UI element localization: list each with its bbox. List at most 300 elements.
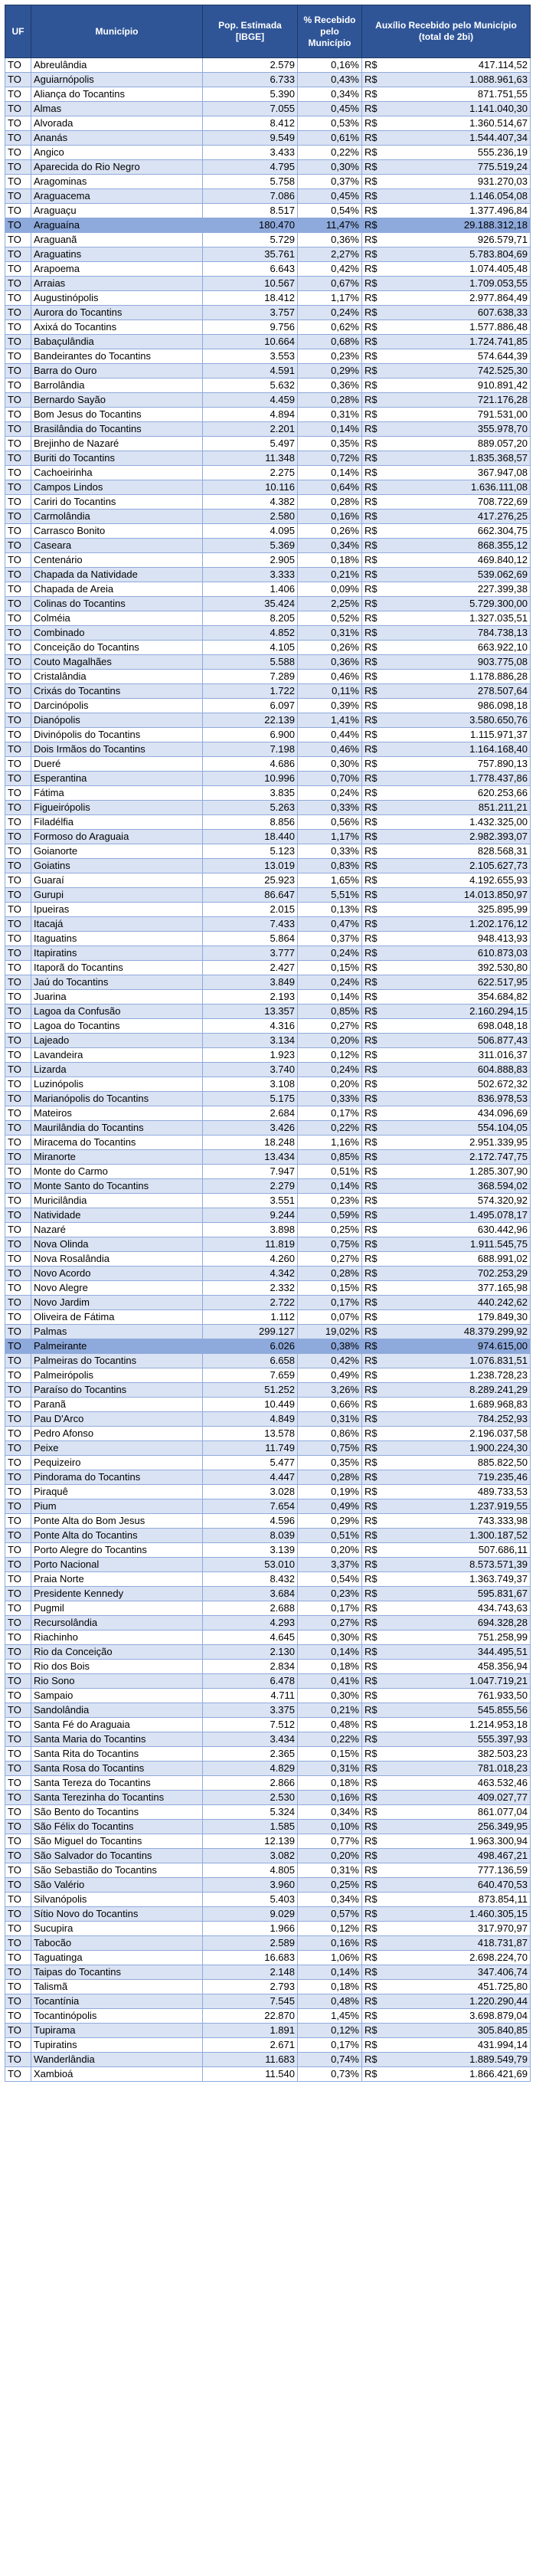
cell-uf: TO (5, 626, 31, 641)
cell-percent: 0,18% (298, 1660, 362, 1674)
cell-amount: 256.349,95 (387, 1820, 531, 1834)
table-row (5, 1456, 531, 1470)
cell-percent: 0,14% (298, 1179, 362, 1194)
cell-amount: 368.594,02 (387, 1179, 531, 1194)
cell-uf: TO (5, 218, 31, 233)
table-row (5, 1179, 531, 1194)
table-row (5, 1499, 531, 1514)
cell-currency: R$ (362, 1572, 387, 1587)
cell-population: 3.139 (203, 1543, 298, 1558)
header-municipio: Município (31, 5, 203, 58)
cell-municipio: Crixás do Tocantins (31, 684, 203, 699)
cell-population: 4.105 (203, 641, 298, 655)
table-row (5, 1019, 531, 1034)
cell-population: 4.342 (203, 1267, 298, 1281)
table-row (5, 1849, 531, 1863)
cell-currency: R$ (362, 1136, 387, 1150)
cell-amount: 367.947,08 (387, 466, 531, 480)
cell-currency: R$ (362, 1412, 387, 1427)
cell-uf: TO (5, 87, 31, 102)
cell-uf: TO (5, 1630, 31, 1645)
cell-uf: TO (5, 582, 31, 597)
cell-municipio: Pequizeiro (31, 1456, 203, 1470)
cell-municipio: Itaporã do Tocantins (31, 961, 203, 975)
cell-percent: 0,51% (298, 1529, 362, 1543)
cell-municipio: Monte Santo do Tocantins (31, 1179, 203, 1194)
cell-amount: 607.638,33 (387, 306, 531, 320)
cell-municipio: Recursolândia (31, 1616, 203, 1630)
cell-uf: TO (5, 1281, 31, 1296)
table-row (5, 393, 531, 408)
cell-amount: 3.698.879,04 (387, 2009, 531, 2024)
cell-amount: 1.432.325,00 (387, 815, 531, 830)
cell-population: 6.097 (203, 699, 298, 713)
table-row (5, 1630, 531, 1645)
cell-currency: R$ (362, 1427, 387, 1441)
cell-amount: 610.873,03 (387, 946, 531, 961)
cell-uf: TO (5, 961, 31, 975)
cell-population: 7.947 (203, 1165, 298, 1179)
cell-percent: 0,53% (298, 116, 362, 131)
cell-municipio: Wanderlândia (31, 2053, 203, 2067)
cell-population: 7.545 (203, 1994, 298, 2009)
cell-amount: 498.467,21 (387, 1849, 531, 1863)
cell-percent: 0,35% (298, 437, 362, 451)
cell-municipio: Figueirópolis (31, 801, 203, 815)
cell-population: 3.333 (203, 568, 298, 582)
cell-percent: 0,39% (298, 699, 362, 713)
table-row (5, 859, 531, 873)
cell-amount: 595.831,67 (387, 1587, 531, 1601)
cell-uf: TO (5, 1572, 31, 1587)
cell-currency: R$ (362, 1645, 387, 1660)
cell-uf: TO (5, 349, 31, 364)
cell-percent: 0,64% (298, 480, 362, 495)
cell-municipio: Porto Alegre do Tocantins (31, 1543, 203, 1558)
cell-currency: R$ (362, 175, 387, 189)
cell-uf: TO (5, 1267, 31, 1281)
cell-currency: R$ (362, 742, 387, 757)
cell-population: 3.433 (203, 146, 298, 160)
cell-uf: TO (5, 451, 31, 466)
cell-population: 3.960 (203, 1878, 298, 1893)
cell-currency: R$ (362, 510, 387, 524)
cell-percent: 0,22% (298, 146, 362, 160)
cell-percent: 0,15% (298, 1281, 362, 1296)
cell-amount: 620.253,66 (387, 786, 531, 801)
table-row (5, 1878, 531, 1893)
cell-percent: 0,14% (298, 990, 362, 1005)
cell-currency: R$ (362, 2067, 387, 2082)
cell-uf: TO (5, 786, 31, 801)
header-population: Pop. Estimada [IBGE] (203, 5, 298, 58)
cell-uf: TO (5, 1034, 31, 1048)
cell-percent: 0,27% (298, 1252, 362, 1267)
cell-percent: 0,29% (298, 1514, 362, 1529)
cell-uf: TO (5, 233, 31, 247)
cell-municipio: Ponte Alta do Tocantins (31, 1529, 203, 1543)
cell-uf: TO (5, 1412, 31, 1427)
table-row (5, 1339, 531, 1354)
table-row (5, 932, 531, 946)
cell-amount: 688.991,02 (387, 1252, 531, 1267)
cell-percent: 0,15% (298, 961, 362, 975)
cell-municipio: Nova Olinda (31, 1237, 203, 1252)
cell-amount: 317.970,97 (387, 1922, 531, 1936)
cell-municipio: Lavandeira (31, 1048, 203, 1063)
cell-amount: 392.530,80 (387, 961, 531, 975)
cell-currency: R$ (362, 306, 387, 320)
cell-currency: R$ (362, 349, 387, 364)
cell-percent: 0,49% (298, 1368, 362, 1383)
cell-population: 1.722 (203, 684, 298, 699)
table-row (5, 437, 531, 451)
cell-currency: R$ (362, 961, 387, 975)
cell-municipio: Sucupira (31, 1922, 203, 1936)
cell-currency: R$ (362, 408, 387, 422)
cell-municipio: Presidente Kennedy (31, 1587, 203, 1601)
cell-percent: 0,21% (298, 1703, 362, 1718)
cell-amount: 1.178.886,28 (387, 670, 531, 684)
cell-population: 13.357 (203, 1005, 298, 1019)
cell-municipio: Mateiros (31, 1106, 203, 1121)
cell-currency: R$ (362, 1325, 387, 1339)
cell-percent: 0,24% (298, 946, 362, 961)
cell-currency: R$ (362, 1849, 387, 1863)
cell-municipio: Santa Maria do Tocantins (31, 1732, 203, 1747)
cell-amount: 431.994,14 (387, 2038, 531, 2053)
cell-municipio: Santa Rosa do Tocantins (31, 1762, 203, 1776)
table-row (5, 830, 531, 844)
cell-currency: R$ (362, 422, 387, 437)
cell-amount: 311.016,37 (387, 1048, 531, 1063)
table-row (5, 1077, 531, 1092)
cell-uf: TO (5, 1237, 31, 1252)
cell-percent: 0,46% (298, 742, 362, 757)
cell-uf: TO (5, 1339, 31, 1354)
cell-municipio: Aurora do Tocantins (31, 306, 203, 320)
cell-percent: 3,37% (298, 1558, 362, 1572)
cell-percent: 0,59% (298, 1208, 362, 1223)
cell-percent: 0,26% (298, 641, 362, 655)
cell-amount: 1.285.307,90 (387, 1165, 531, 1179)
cell-amount: 851.211,21 (387, 801, 531, 815)
table-row (5, 1660, 531, 1674)
cell-population: 7.433 (203, 917, 298, 932)
cell-uf: TO (5, 1077, 31, 1092)
cell-currency: R$ (362, 1718, 387, 1732)
cell-population: 2.530 (203, 1791, 298, 1805)
cell-currency: R$ (362, 830, 387, 844)
table-row (5, 189, 531, 204)
cell-percent: 19,02% (298, 1325, 362, 1339)
cell-uf: TO (5, 1150, 31, 1165)
table-row (5, 815, 531, 830)
cell-amount: 873.854,11 (387, 1893, 531, 1907)
cell-population: 8.039 (203, 1529, 298, 1543)
table-row (5, 626, 531, 641)
cell-amount: 662.304,75 (387, 524, 531, 539)
cell-municipio: Rio da Conceição (31, 1645, 203, 1660)
cell-currency: R$ (362, 568, 387, 582)
cell-municipio: Lagoa da Confusão (31, 1005, 203, 1019)
cell-municipio: Colméia (31, 611, 203, 626)
cell-uf: TO (5, 393, 31, 408)
cell-uf: TO (5, 1165, 31, 1179)
cell-uf: TO (5, 1776, 31, 1791)
cell-amount: 1.636.111,08 (387, 480, 531, 495)
cell-amount: 861.077,04 (387, 1805, 531, 1820)
cell-uf: TO (5, 1470, 31, 1485)
cell-population: 6.643 (203, 262, 298, 277)
cell-uf: TO (5, 379, 31, 393)
cell-percent: 0,16% (298, 510, 362, 524)
cell-municipio: Divinópolis do Tocantins (31, 728, 203, 742)
cell-population: 4.795 (203, 160, 298, 175)
cell-municipio: Santa Tereza do Tocantins (31, 1776, 203, 1791)
cell-municipio: Araguacema (31, 189, 203, 204)
cell-amount: 417.276,25 (387, 510, 531, 524)
cell-currency: R$ (362, 1252, 387, 1267)
cell-amount: 1.214.953,18 (387, 1718, 531, 1732)
cell-amount: 554.104,05 (387, 1121, 531, 1136)
cell-municipio: Buriti do Tocantins (31, 451, 203, 466)
cell-uf: TO (5, 772, 31, 786)
cell-currency: R$ (362, 1820, 387, 1834)
table-row (5, 1063, 531, 1077)
table-row (5, 379, 531, 393)
cell-municipio: Dianópolis (31, 713, 203, 728)
cell-currency: R$ (362, 1893, 387, 1907)
cell-uf: TO (5, 568, 31, 582)
cell-percent: 0,16% (298, 1936, 362, 1951)
cell-population: 2.015 (203, 903, 298, 917)
cell-amount: 1.889.549,79 (387, 2053, 531, 2067)
cell-municipio: Bernardo Sayão (31, 393, 203, 408)
cell-percent: 0,42% (298, 262, 362, 277)
cell-uf: TO (5, 990, 31, 1005)
cell-population: 2.201 (203, 422, 298, 437)
cell-population: 4.260 (203, 1252, 298, 1267)
cell-population: 1.966 (203, 1922, 298, 1936)
cell-currency: R$ (362, 495, 387, 510)
table-row (5, 2038, 531, 2053)
cell-amount: 721.176,28 (387, 393, 531, 408)
table-row (5, 1834, 531, 1849)
cell-municipio: Tocantinópolis (31, 2009, 203, 2024)
cell-municipio: Sítio Novo do Tocantins (31, 1907, 203, 1922)
cell-uf: TO (5, 422, 31, 437)
cell-population: 4.849 (203, 1412, 298, 1427)
cell-amount: 418.731,87 (387, 1936, 531, 1951)
cell-uf: TO (5, 641, 31, 655)
cell-percent: 11,47% (298, 218, 362, 233)
cell-amount: 1.047.719,21 (387, 1674, 531, 1689)
cell-uf: TO (5, 1310, 31, 1325)
table-row (5, 975, 531, 990)
table-row (5, 233, 531, 247)
table-row (5, 1572, 531, 1587)
cell-amount: 489.733,53 (387, 1485, 531, 1499)
cell-amount: 1.377.496,84 (387, 204, 531, 218)
cell-population: 6.478 (203, 1674, 298, 1689)
table-row (5, 684, 531, 699)
cell-population: 2.365 (203, 1747, 298, 1762)
cell-uf: TO (5, 510, 31, 524)
cell-amount: 784.738,13 (387, 626, 531, 641)
cell-population: 2.905 (203, 553, 298, 568)
cell-uf: TO (5, 495, 31, 510)
table-row (5, 568, 531, 582)
cell-uf: TO (5, 1398, 31, 1412)
table-row (5, 1121, 531, 1136)
cell-amount: 974.615,00 (387, 1339, 531, 1354)
cell-amount: 2.977.864,49 (387, 291, 531, 306)
cell-municipio: Carmolândia (31, 510, 203, 524)
cell-percent: 1,16% (298, 1136, 362, 1150)
cell-population: 10.449 (203, 1398, 298, 1412)
table-row (5, 873, 531, 888)
cell-currency: R$ (362, 2038, 387, 2053)
cell-uf: TO (5, 946, 31, 961)
table-row (5, 1034, 531, 1048)
cell-percent: 0,20% (298, 1849, 362, 1863)
cell-uf: TO (5, 1354, 31, 1368)
cell-municipio: Abreulândia (31, 58, 203, 73)
cell-amount: 784.252,93 (387, 1412, 531, 1427)
cell-uf: TO (5, 1849, 31, 1863)
table-row (5, 160, 531, 175)
cell-currency: R$ (362, 379, 387, 393)
cell-currency: R$ (362, 1034, 387, 1048)
cell-percent: 1,17% (298, 830, 362, 844)
table-row (5, 175, 531, 189)
cell-uf: TO (5, 713, 31, 728)
cell-currency: R$ (362, 1543, 387, 1558)
cell-percent: 0,23% (298, 1587, 362, 1601)
table-row (5, 451, 531, 466)
cell-municipio: Palmas (31, 1325, 203, 1339)
cell-currency: R$ (362, 1630, 387, 1645)
cell-uf: TO (5, 1208, 31, 1223)
cell-amount: 469.840,12 (387, 553, 531, 568)
table-row (5, 1980, 531, 1994)
cell-population: 5.175 (203, 1092, 298, 1106)
cell-uf: TO (5, 844, 31, 859)
cell-percent: 0,35% (298, 1456, 362, 1470)
cell-uf: TO (5, 1456, 31, 1470)
cell-percent: 0,34% (298, 1893, 362, 1907)
cell-currency: R$ (362, 932, 387, 946)
table-row (5, 990, 531, 1005)
cell-municipio: Monte do Carmo (31, 1165, 203, 1179)
cell-amount: 1.577.886,48 (387, 320, 531, 335)
cell-population: 10.567 (203, 277, 298, 291)
cell-currency: R$ (362, 641, 387, 655)
cell-municipio: Filadélfia (31, 815, 203, 830)
table-row (5, 320, 531, 335)
cell-percent: 0,36% (298, 655, 362, 670)
cell-municipio: Formoso do Araguaia (31, 830, 203, 844)
cell-percent: 0,42% (298, 1354, 362, 1368)
cell-amount: 1.963.300,94 (387, 1834, 531, 1849)
cell-uf: TO (5, 1296, 31, 1310)
table-row (5, 1427, 531, 1441)
cell-municipio: Jaú do Tocantins (31, 975, 203, 990)
cell-percent: 0,51% (298, 1165, 362, 1179)
cell-population: 13.019 (203, 859, 298, 873)
cell-percent: 0,27% (298, 1019, 362, 1034)
cell-uf: TO (5, 1179, 31, 1194)
table-row (5, 1893, 531, 1907)
cell-municipio: Taguatinga (31, 1951, 203, 1965)
cell-municipio: Tabocão (31, 1936, 203, 1951)
table-row (5, 218, 531, 233)
cell-population: 8.412 (203, 116, 298, 131)
cell-municipio: Guaraí (31, 873, 203, 888)
cell-population: 180.470 (203, 218, 298, 233)
cell-currency: R$ (362, 1994, 387, 2009)
cell-percent: 0,26% (298, 524, 362, 539)
cell-population: 4.459 (203, 393, 298, 408)
cell-currency: R$ (362, 335, 387, 349)
cell-population: 10.664 (203, 335, 298, 349)
cell-currency: R$ (362, 1237, 387, 1252)
cell-percent: 0,17% (298, 2038, 362, 2053)
cell-population: 4.852 (203, 626, 298, 641)
cell-population: 7.198 (203, 742, 298, 757)
cell-amount: 828.568,31 (387, 844, 531, 859)
cell-municipio: Barra do Ouro (31, 364, 203, 379)
cell-uf: TO (5, 291, 31, 306)
table-row (5, 204, 531, 218)
table-row (5, 1616, 531, 1630)
cell-population: 5.729 (203, 233, 298, 247)
cell-currency: R$ (362, 1456, 387, 1470)
table-row (5, 1514, 531, 1529)
cell-amount: 347.406,74 (387, 1965, 531, 1980)
cell-percent: 0,22% (298, 1121, 362, 1136)
cell-percent: 0,34% (298, 87, 362, 102)
cell-amount: 663.922,10 (387, 641, 531, 655)
cell-uf: TO (5, 903, 31, 917)
cell-population: 10.116 (203, 480, 298, 495)
cell-population: 1.891 (203, 2024, 298, 2038)
header-percent-received: % Recebido pelo Município (298, 5, 362, 58)
cell-population: 4.293 (203, 1616, 298, 1630)
table-row (5, 772, 531, 786)
cell-population: 5.632 (203, 379, 298, 393)
cell-currency: R$ (362, 553, 387, 568)
cell-percent: 0,37% (298, 932, 362, 946)
cell-percent: 0,54% (298, 204, 362, 218)
cell-currency: R$ (362, 1296, 387, 1310)
cell-currency: R$ (362, 1092, 387, 1106)
cell-municipio: Aliança do Tocantins (31, 87, 203, 102)
cell-population: 25.923 (203, 873, 298, 888)
cell-percent: 2,25% (298, 597, 362, 611)
cell-amount: 451.725,80 (387, 1980, 531, 1994)
cell-percent: 0,07% (298, 1310, 362, 1325)
cell-uf: TO (5, 1718, 31, 1732)
table-row (5, 1674, 531, 1689)
cell-percent: 0,36% (298, 379, 362, 393)
cell-percent: 0,31% (298, 626, 362, 641)
table-row (5, 102, 531, 116)
cell-uf: TO (5, 1121, 31, 1136)
cell-municipio: Miracema do Tocantins (31, 1136, 203, 1150)
table-row (5, 1412, 531, 1427)
